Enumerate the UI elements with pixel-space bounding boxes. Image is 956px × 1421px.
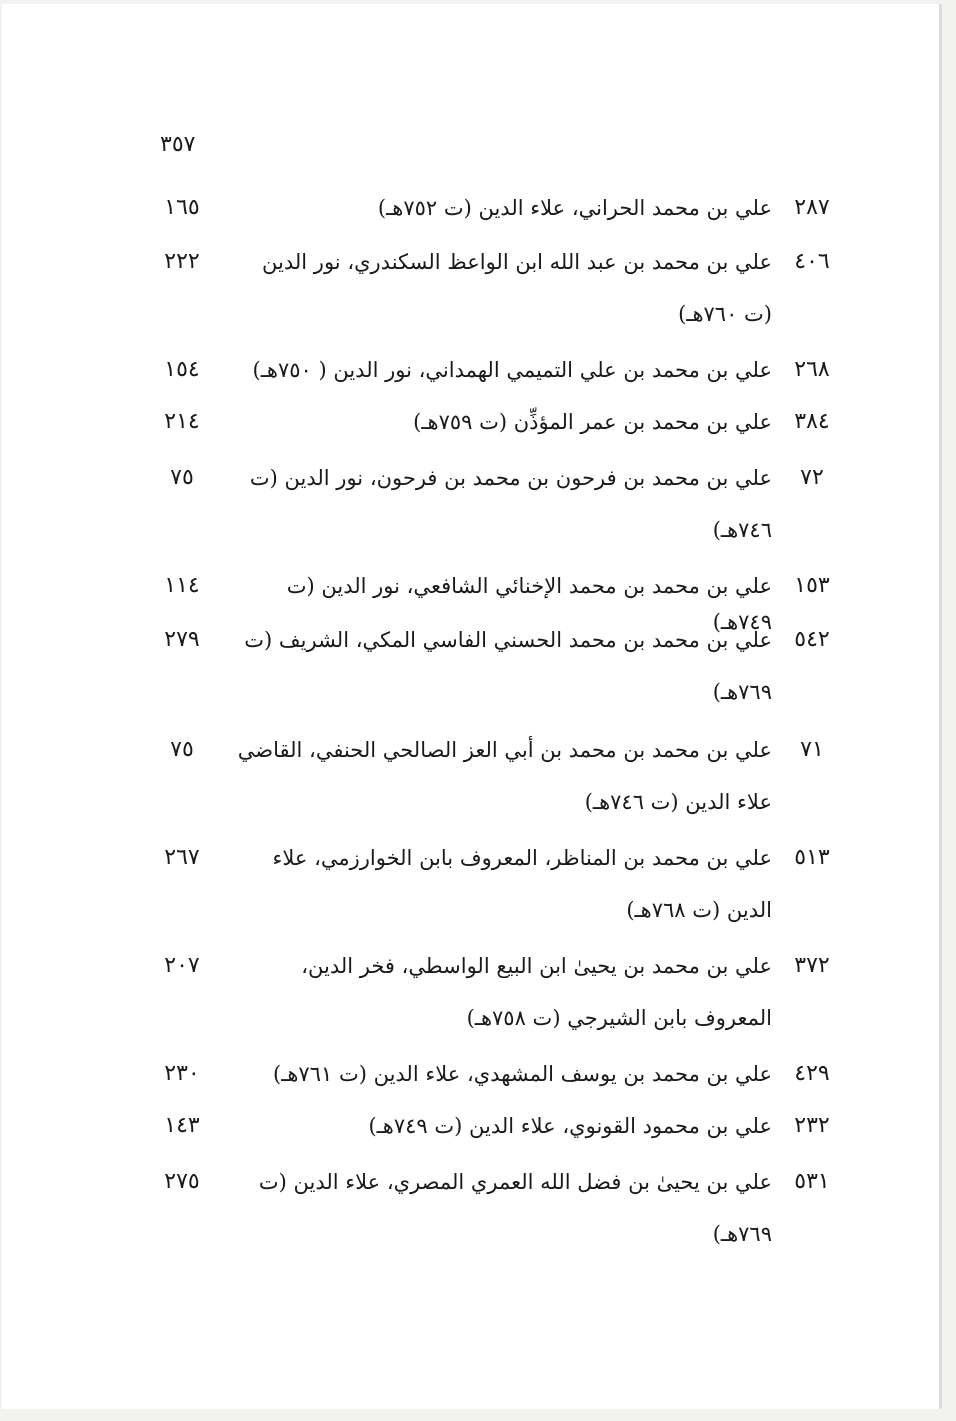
entry-number: ٢٦٨ [794, 357, 830, 382]
entry-page: ٢٦٧ [164, 845, 200, 870]
entry-text: علي بن يحيىٰ بن فضل الله العمري المصري، علاء الدين (ت ٧٦٩هـ) [258, 1170, 772, 1246]
entry-text: علي بن محمود القونوي، علاء الدين (ت ٧٤٩هـ) [368, 1114, 772, 1138]
entry-number: ٤٠٦ [794, 249, 830, 274]
entry-page: ١٦٥ [164, 195, 200, 220]
index-entries [2, 4, 942, 1409]
entry-number: ١٥٣ [794, 573, 830, 598]
entry-page: ٢٢٢ [164, 249, 200, 274]
entry-text: علي بن محمد بن محمد الإخنائي الشافعي، نور الدين (ت ٧٤٩هـ) [286, 574, 772, 634]
entry-page: ٧٥ [170, 737, 194, 762]
entry-number: ٢٨٧ [794, 195, 830, 220]
entry-page: ٢١٤ [164, 409, 200, 434]
entry-page: ١٥٤ [164, 357, 200, 382]
entry-page: ٢٠٧ [164, 953, 200, 978]
entry-text: علي بن محمد بن عبد الله ابن الواعظ السكندري، نور الدين (ت ٧٦٠هـ) [262, 250, 772, 326]
page-number: ٣٥٧ [160, 132, 196, 157]
entry-text: علي بن محمد بن المناظر، المعروف بابن الخوارزمي، علاء الدين (ت ٧٦٨هـ) [272, 846, 772, 922]
entry-number: ٤٢٩ [794, 1061, 830, 1086]
entry-text: علي بن محمد بن محمد الحسني الفاسي المكي، الشريف (ت ٧٦٩هـ) [244, 628, 772, 704]
entry-text: علي بن محمد الحراني، علاء الدين (ت ٧٥٢هـ) [377, 196, 772, 220]
entry-text: علي بن محمد بن علي التميمي الهمداني، نور الدين ( ٧٥٠هـ) [252, 358, 772, 382]
entry-text: علي بن محمد بن فرحون بن محمد بن فرحون، نور الدين (ت ٧٤٦هـ) [249, 466, 772, 542]
entry-text: علي بن محمد بن يوسف المشهدي، علاء الدين (ت ٧٦١هـ) [273, 1062, 772, 1086]
entry-number: ٧٢ [800, 465, 824, 490]
entry-text: علي بن محمد بن عمر المؤذِّن (ت ٧٥٩هـ) [413, 410, 772, 434]
index-page [2, 4, 942, 1409]
entry-number: ٧١ [800, 737, 824, 762]
entry-page: ٢٣٠ [164, 1061, 200, 1086]
entry-page: ٧٥ [170, 465, 194, 490]
entry-number: ٥٤٢ [794, 627, 830, 652]
entry-number: ٣٧٢ [794, 953, 830, 978]
entry-number: ٥١٣ [794, 845, 830, 870]
entry-number: ٢٣٢ [794, 1113, 830, 1138]
entry-page: ٢٧٩ [164, 627, 200, 652]
entry-text: علي بن محمد بن يحيىٰ ابن البيع الواسطي، فخر الدين، المعروف بابن الشيرجي (ت ٧٥٨هـ) [301, 954, 772, 1030]
entry-number: ٣٨٤ [794, 409, 830, 434]
entry-page: ١١٤ [164, 573, 200, 598]
entry-number: ٥٣١ [794, 1169, 830, 1194]
entry-page: ٢٧٥ [164, 1169, 200, 1194]
entry-page: ١٤٣ [164, 1113, 200, 1138]
entry-text: علي بن محمد بن محمد بن أبي العز الصالحي الحنفي، القاضي علاء الدين (ت ٧٤٦هـ) [237, 738, 772, 814]
